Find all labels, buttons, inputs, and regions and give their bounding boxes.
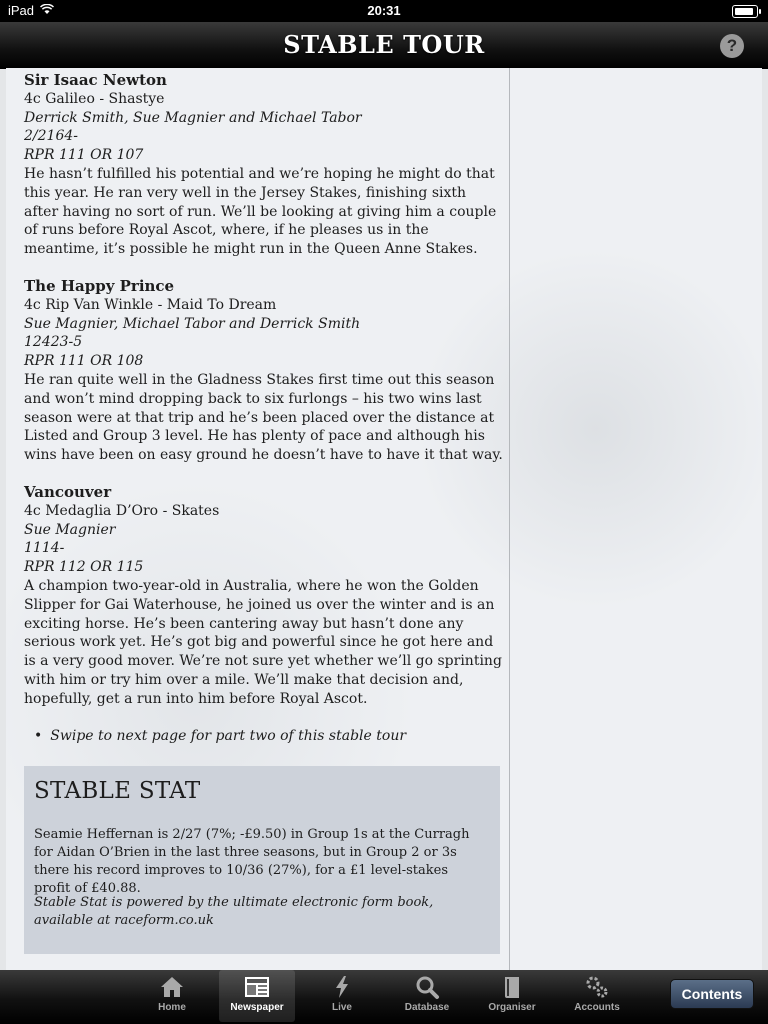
tab-organiser[interactable] [474,970,550,1022]
tab-label: Live [331,1002,352,1013]
horse-comment: A champion two-year-old in Australia, where he won the Golden Slipper for Gai Waterhouse, he joined us over the winter and is an exciting horse. He’s been cantering away but hasn’t done any serious work yet. He’s got big and powerful since he got here and is a very good mover. We’re not sure yet whether we’ll go sprinting with him or try him over a mile. We’ll make that decision and, hopefully, get a run into him before Royal Ascot. [24,577,502,707]
gear-icon [583,974,611,1000]
horse-entry [24,71,504,259]
swipe-note-text: Swipe to next page for part two of this stable tour [50,727,407,744]
horse-ratings: RPR 111 OR 107 [24,147,144,164]
horse-breeding: 4c Galileo - Shastye [24,90,165,107]
help-button[interactable]: ? [720,34,744,58]
horse-owners: Sue Magnier [24,521,116,538]
tab-accounts[interactable] [559,970,635,1022]
status-bar [0,0,768,22]
article-column [24,71,504,745]
status-time: 20:31 [367,3,401,18]
device-name: iPad [8,3,35,18]
newspaper-icon [243,974,271,1000]
tab-label: Home [158,1002,186,1013]
book-icon [499,974,525,1000]
tab-home[interactable] [134,970,210,1022]
tab-label: Newspaper [230,1002,284,1013]
lightning-icon [329,974,355,1000]
horse-entry [24,483,504,709]
horse-ratings: RPR 111 OR 108 [24,353,144,370]
horse-owners: Derrick Smith, Sue Magnier and Michael Tabor [24,109,362,126]
tab-label: Database [404,1002,450,1013]
horse-name: Sir Isaac Newton [24,71,167,89]
horse-breeding: 4c Rip Van Winkle - Maid To Dream [24,296,277,313]
stable-stat-body: Seamie Heffernan is 2/27 (7%; -£9.50) in Group 1s at the Curragh for Aidan O’Brien in the last three seasons, but in Group 2 or 3s there his record improves to 10/36 (27%), for a £1 level-stakes profit of £40.88. [34,827,470,896]
contents-button[interactable]: Contents [670,979,754,1009]
horse-comment: He ran quite well in the Gladness Stakes first time out this season and won’t mind dropping back to six furlongs – his two wins last season were at that trip and he’s been placed over the distance at Listed and Group 3 level. He has plenty of pace and although his wins have been on easy ground he doesn’t have to have it that way. [24,371,503,464]
stable-stat-title: STABLE STAT [34,778,201,804]
horse-entry [24,277,504,465]
horse-form: 2/2164- [24,128,78,145]
horse-form: 12423-5 [24,334,83,351]
tab-bar [0,970,768,1024]
horse-owners: Sue Magnier, Michael Tabor and Derrick Smith [24,315,361,332]
horse-comment: He hasn’t fulfilled his potential and we’re hoping he might do that this year. He ran very well in the Jersey Stakes, finishing sixth after having no sort of run. We’ll be looking at giving him a couple of runs before Royal Ascot, where, if he pleases us in the meantime, it’s possible he might run in the Queen Anne Stakes. [24,165,497,258]
tab-label: Organiser [488,1002,536,1013]
horse-breeding: 4c Medaglia D’Oro - Skates [24,502,220,519]
home-icon [159,974,185,1000]
horse-ratings: RPR 112 OR 115 [24,559,144,576]
tab-label: Accounts [574,1002,620,1013]
horse-name: Vancouver [24,482,112,501]
battery-icon [732,5,758,18]
page-title: STABLE TOUR [283,30,485,59]
title-bar [0,22,768,69]
search-icon [414,974,440,1000]
column-divider [509,68,510,970]
bullet-icon: • [34,727,43,744]
stable-stat-powered-by: Stable Stat is powered by the ultimate electronic form book, available at raceform.co.uk [34,895,434,928]
stable-stat-box [24,766,500,954]
article-content[interactable] [6,68,762,970]
swipe-note [34,727,504,746]
tab-newspaper[interactable] [219,970,295,1022]
horse-name: The Happy Prince [24,276,175,295]
horse-form: 1114- [24,540,65,557]
tab-live[interactable] [304,970,380,1022]
tab-database[interactable] [389,970,465,1022]
